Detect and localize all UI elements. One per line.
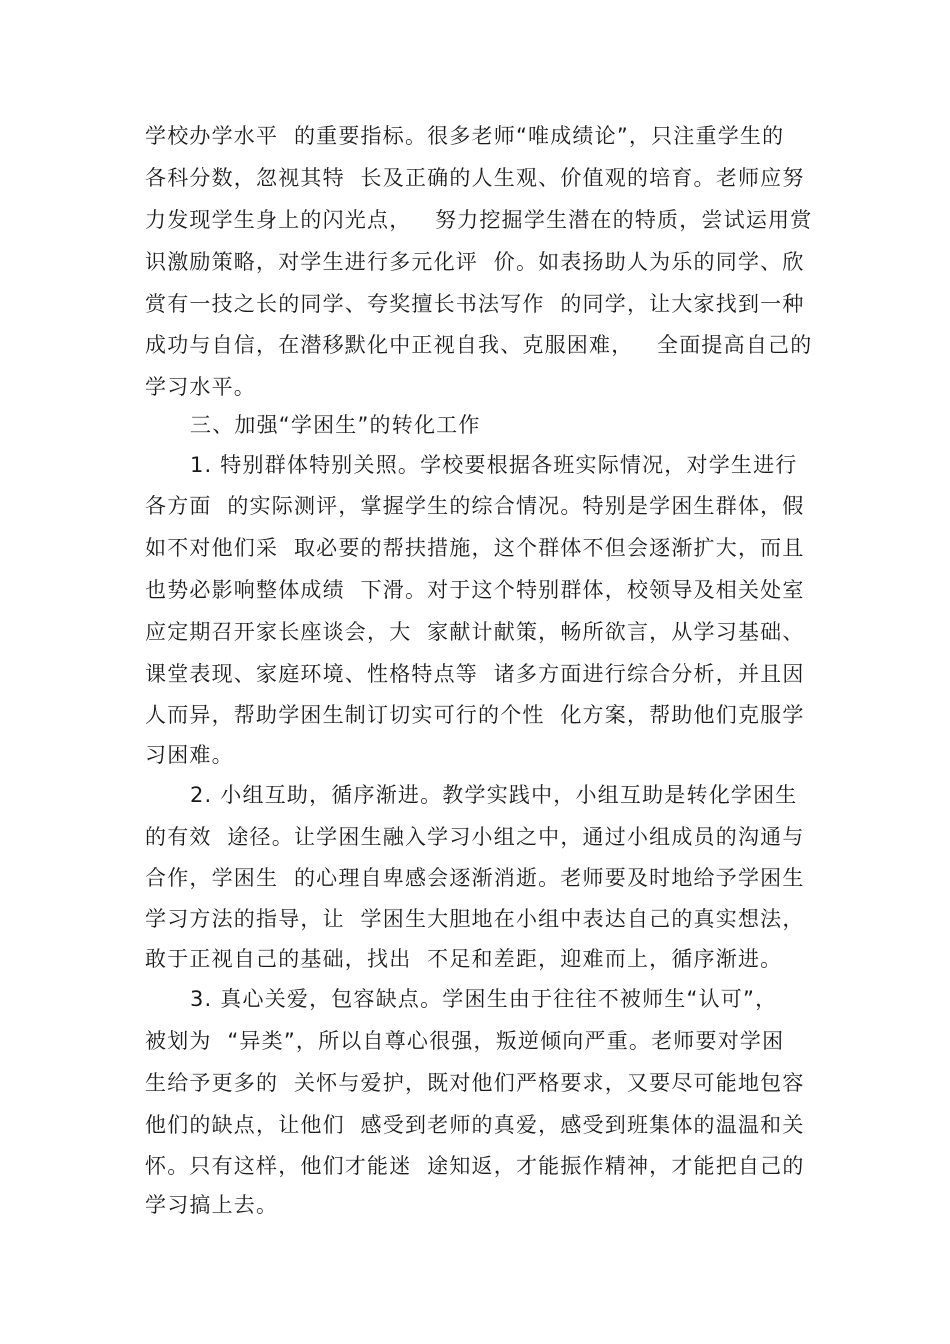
text-line: 2. 小组互助，循序渐进。教学实践中，小组互助是转化学困生 bbox=[190, 783, 798, 807]
text-line: 1. 特别群体特别关照。学校要根据各班实际情况，对学生进行 bbox=[190, 453, 798, 477]
text-line: 人而异，帮助学困生制订切实可行的个性 化方案，帮助他们克服学 bbox=[145, 703, 805, 727]
text-line: 学习水平。 bbox=[145, 375, 256, 399]
text-line: 课堂表现、家庭环境、性格特点等 诸多方面进行综合分析，并且因 bbox=[145, 662, 805, 686]
text-line: 3. 真心关爱，包容缺点。学困生由于往往不被师生“认可”， bbox=[190, 987, 778, 1011]
text-line: 如不对他们采 取必要的帮扶措施，这个群体不但会逐渐扩大，而且 bbox=[145, 536, 805, 560]
text-line: 各方面 的实际测评，掌握学生的综合情况。特别是学困生群体，假 bbox=[145, 494, 805, 518]
text-line: 合作，学困生 的心理自卑感会逐渐消逝。老师要及时地给予学困生 bbox=[145, 866, 805, 890]
text-line: 被划为 “异类”，所以自尊心很强，叛逆倾向严重。老师要对学困 bbox=[145, 1029, 785, 1053]
text-line: 习困难。 bbox=[145, 743, 234, 767]
text-line: 学习搞上去。 bbox=[145, 1193, 279, 1217]
text-line: 也势必影响整体成绩 下滑。对于这个特别群体，校领导及相关处室 bbox=[145, 578, 805, 602]
text-line: 学校办学水平 的重要指标。很多老师“唯成绩论”，只注重学生的 bbox=[145, 124, 785, 148]
text-line: 各科分数，忽视其特 长及正确的人生观、价值观的培育。老师应努 bbox=[145, 166, 805, 190]
text-line: 识激励策略，对学生进行多元化评 价。如表扬助人为乐的同学、欣 bbox=[145, 250, 805, 274]
text-line: 敢于正视自己的基础，找出 不足和差距，迎难而上，循序渐进。 bbox=[145, 947, 783, 971]
text-line: 力发现学生身上的闪光点， 努力挖掘学生潜在的特质，尝试运用赏 bbox=[145, 208, 813, 232]
text-line: 的有效 途径。让学困生融入学习小组之中，通过小组成员的沟通与 bbox=[145, 825, 805, 849]
text-line: 学习方法的指导，让 学困生大胆地在小组中表达自己的真实想法， bbox=[145, 907, 805, 931]
text-line: 赏有一技之长的同学、夸奖擅长书法写作 的同学，让大家找到一种 bbox=[145, 292, 805, 316]
text-line: 应定期召开家长座谈会，大 家献计献策，畅所欲言，从学习基础、 bbox=[145, 620, 805, 644]
text-line: 他们的缺点，让他们 感受到老师的真爱，感受到班集体的温温和关 bbox=[145, 1113, 805, 1137]
text-line: 生给予更多的 关怀与爱护，既对他们严格要求，又要尽可能地包容 bbox=[145, 1071, 805, 1095]
text-line: 怀。只有这样，他们才能迷 途知返，才能振作精神，才能把自己的 bbox=[145, 1154, 805, 1178]
section-heading: 三、加强“学困生”的转化工作 bbox=[190, 413, 481, 437]
text-line: 成功与自信，在潜移默化中正视自我、克服困难， 全面提高自己的 bbox=[145, 333, 813, 357]
